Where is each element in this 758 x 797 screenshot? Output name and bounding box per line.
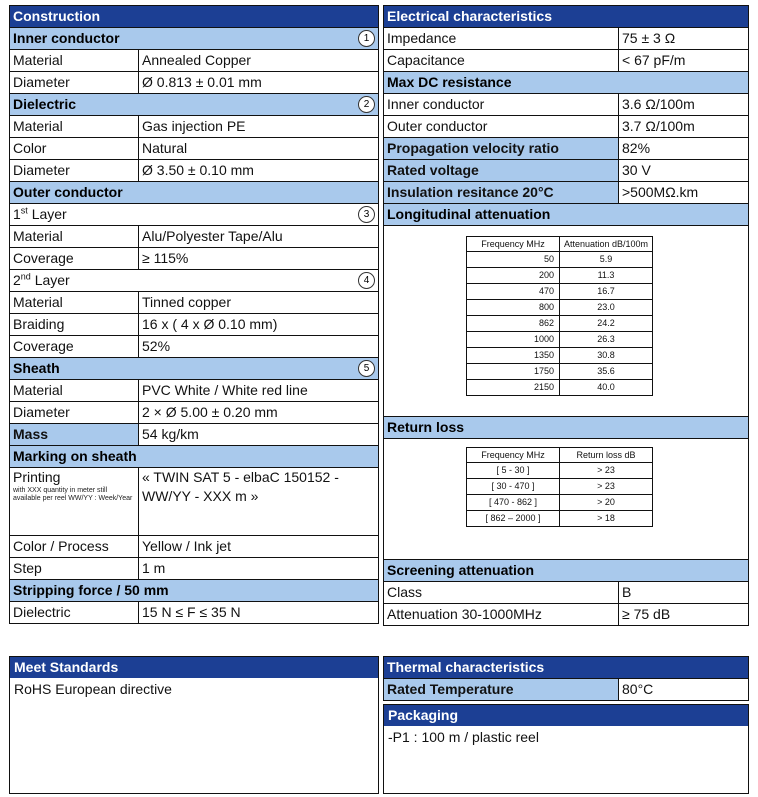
row-label: Coverage: [10, 336, 139, 358]
row-value: Yellow / Ink jet: [139, 536, 379, 558]
thermal-title: Thermal characteristics: [384, 657, 749, 679]
table-cell: 26.3: [560, 332, 653, 348]
table-cell: 200: [467, 268, 560, 284]
return-loss-table: [466, 447, 653, 527]
row-label: Braiding: [10, 314, 139, 336]
row-value: Tinned copper: [139, 292, 379, 314]
construction-section: [9, 5, 379, 624]
row-value: 1 m: [139, 558, 379, 580]
table-cell: 50: [467, 252, 560, 268]
row-label: Insulation resitance 20°C: [384, 182, 619, 204]
row-label: Capacitance: [384, 50, 619, 72]
return-loss-header: Return loss: [384, 417, 749, 439]
row-label: Diameter: [10, 160, 139, 182]
row-value: PVC White / White red line: [139, 380, 379, 402]
table-head: Attenuation dB/100m: [560, 237, 653, 252]
printing-label: Printing: [13, 469, 61, 485]
row-value: 3.7 Ω/100m: [619, 116, 749, 138]
row-label: Diameter: [10, 402, 139, 424]
row-value: ≥ 75 dB: [619, 604, 749, 626]
marking-header: Marking on sheath: [10, 446, 379, 468]
row-label: Material: [10, 50, 139, 72]
table-cell: 5.9: [560, 252, 653, 268]
row-value: 2 × Ø 5.00 ± 0.20 mm: [139, 402, 379, 424]
row-value: 30 V: [619, 160, 749, 182]
mass-value: 54 kg/km: [139, 424, 379, 446]
table-cell: [ 5 - 30 ]: [467, 463, 560, 479]
table-cell: 16.7: [560, 284, 653, 300]
row-label: Step: [10, 558, 139, 580]
table-cell: > 23: [560, 463, 653, 479]
dielectric-header: Dielectric 2: [10, 94, 379, 116]
row-label: Attenuation 30-1000MHz: [384, 604, 619, 626]
row-label: Diameter: [10, 72, 139, 94]
row-label: Material: [10, 226, 139, 248]
thermal-table: [383, 656, 749, 701]
outer-conductor-header: Outer conductor: [10, 182, 379, 204]
row-value: Ø 3.50 ± 0.10 mm: [139, 160, 379, 182]
printing-note: with XXX quantity in meter still available per reel WW/YY : Week/Year: [13, 487, 133, 502]
longitudinal-header: Longitudinal attenuation: [384, 204, 749, 226]
item-number-badge: 1: [358, 30, 375, 47]
table-cell: > 23: [560, 479, 653, 495]
table-cell: [ 470 - 862 ]: [467, 495, 560, 511]
printing-label-cell: [10, 468, 139, 536]
inner-conductor-header: Inner conductor 1: [10, 28, 379, 50]
packaging-title: Packaging: [384, 705, 748, 726]
item-number-badge: 4: [358, 272, 375, 289]
standards-text: RoHS European directive: [14, 681, 172, 697]
row-label: Material: [10, 380, 139, 402]
mass-label: Mass: [10, 424, 139, 446]
screening-header: Screening attenuation: [384, 560, 749, 582]
table-cell: 23.0: [560, 300, 653, 316]
table-cell: > 18: [560, 511, 653, 527]
row-value: 52%: [139, 336, 379, 358]
row-label: Class: [384, 582, 619, 604]
row-label: Coverage: [10, 248, 139, 270]
row-value: < 67 pF/m: [619, 50, 749, 72]
max-dc-header: Max DC resistance: [384, 72, 749, 94]
table-cell: [ 30 - 470 ]: [467, 479, 560, 495]
row-value: Annealed Copper: [139, 50, 379, 72]
table-cell: > 20: [560, 495, 653, 511]
row-value: 16 x ( 4 x Ø 0.10 mm): [139, 314, 379, 336]
row-label: Material: [10, 292, 139, 314]
rated-temperature-label: Rated Temperature: [384, 679, 619, 701]
table-cell: 35.6: [560, 364, 653, 380]
row-label: Propagation velocity ratio: [384, 138, 619, 160]
attenuation-table: [466, 236, 653, 396]
stripping-header: Stripping force / 50 mm: [10, 580, 379, 602]
table-cell: 2150: [467, 380, 560, 396]
row-label: Rated voltage: [384, 160, 619, 182]
thermal-section: [383, 656, 749, 701]
row-value: 15 N ≤ F ≤ 35 N: [139, 602, 379, 624]
row-value: 3.6 Ω/100m: [619, 94, 749, 116]
layer-2-header: 2nd Layer 4: [10, 270, 379, 292]
table-cell: 800: [467, 300, 560, 316]
row-label: Dielectric: [10, 602, 139, 624]
row-value: B: [619, 582, 749, 604]
row-value: >500MΩ.km: [619, 182, 749, 204]
electrical-table: [383, 5, 749, 626]
row-value: ≥ 115%: [139, 248, 379, 270]
row-value: Natural: [139, 138, 379, 160]
row-value: Gas injection PE: [139, 116, 379, 138]
row-label: Material: [10, 116, 139, 138]
return-loss-cell: [384, 439, 749, 560]
row-value: 75 ± 3 Ω: [619, 28, 749, 50]
table-cell: 470: [467, 284, 560, 300]
row-label: Impedance: [384, 28, 619, 50]
row-label: Outer conductor: [384, 116, 619, 138]
item-number-badge: 5: [358, 360, 375, 377]
printing-value: « TWIN SAT 5 - elbaC 150152 - WW/YY - XXX m »: [139, 468, 379, 536]
item-number-badge: 2: [358, 96, 375, 113]
row-value: 82%: [619, 138, 749, 160]
table-cell: 40.0: [560, 380, 653, 396]
table-head: Frequency MHz: [467, 448, 560, 463]
table-cell: 24.2: [560, 316, 653, 332]
row-label: Color: [10, 138, 139, 160]
table-cell: [ 862 – 2000 ]: [467, 511, 560, 527]
row-value: Ø 0.813 ± 0.01 mm: [139, 72, 379, 94]
table-cell: 30.8: [560, 348, 653, 364]
table-head: Frequency MHz: [467, 237, 560, 252]
table-cell: 11.3: [560, 268, 653, 284]
row-value: Alu/Polyester Tape/Alu: [139, 226, 379, 248]
construction-title: Construction: [10, 6, 379, 28]
electrical-section: [383, 5, 749, 626]
item-number-badge: 3: [358, 206, 375, 223]
electrical-title: Electrical characteristics: [384, 6, 749, 28]
row-label: Color / Process: [10, 536, 139, 558]
table-cell: 1750: [467, 364, 560, 380]
sheath-header: Sheath 5: [10, 358, 379, 380]
packaging-text: -P1 : 100 m / plastic reel: [388, 729, 539, 745]
table-head: Return loss dB: [560, 448, 653, 463]
table-cell: 1350: [467, 348, 560, 364]
packaging-box: [383, 704, 749, 794]
standards-box: [9, 656, 379, 794]
standards-title: Meet Standards: [10, 657, 378, 678]
construction-table: [9, 5, 379, 624]
table-cell: 1000: [467, 332, 560, 348]
layer-1-header: 1st Layer 3: [10, 204, 379, 226]
longitudinal-cell: [384, 226, 749, 417]
table-cell: 862: [467, 316, 560, 332]
rated-temperature-value: 80°C: [619, 679, 749, 701]
row-label: Inner conductor: [384, 94, 619, 116]
